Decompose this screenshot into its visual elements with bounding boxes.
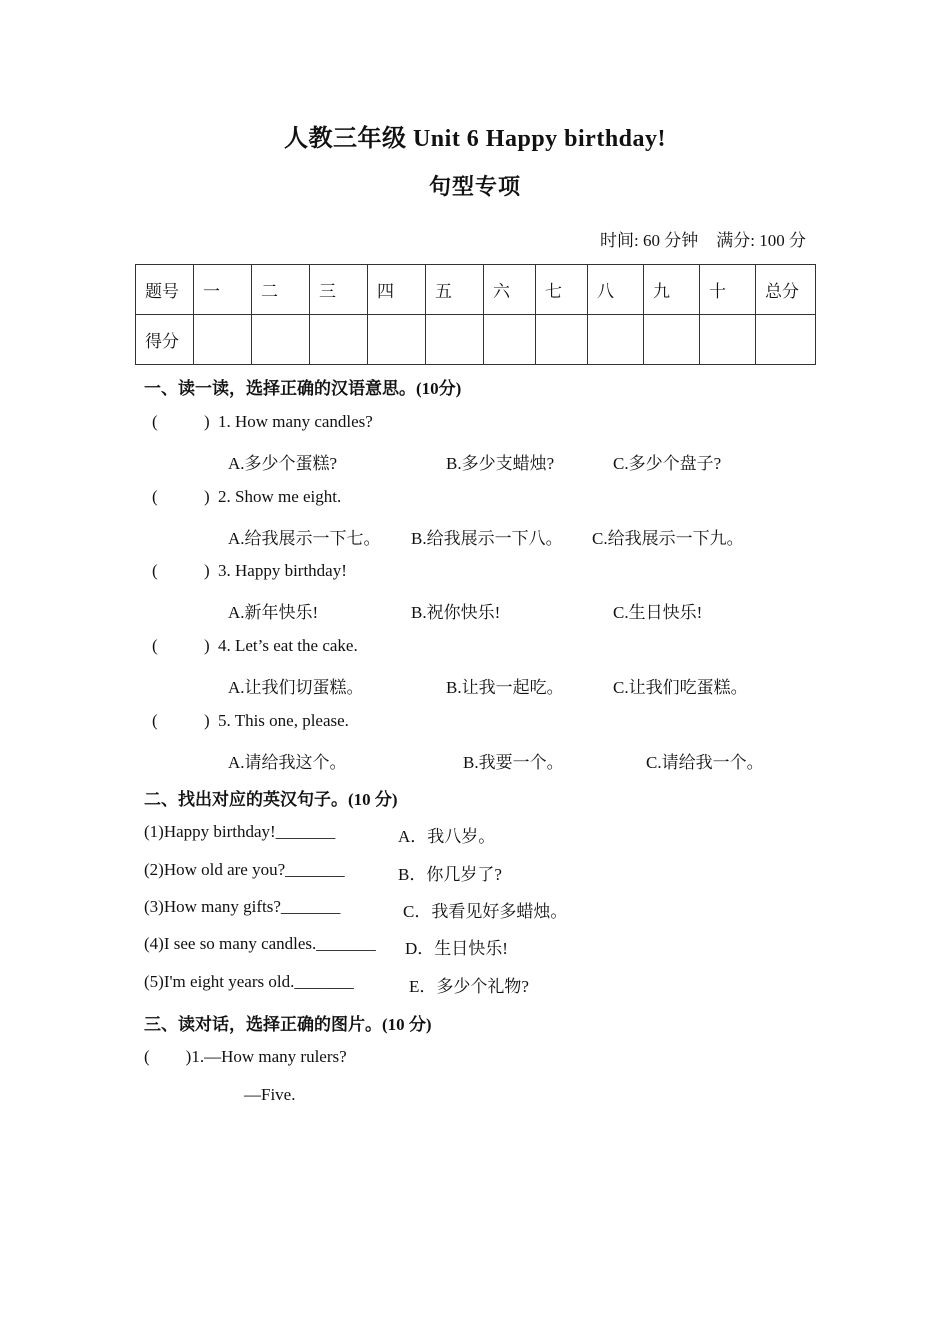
- page-subtitle: 句型专项: [428, 174, 521, 199]
- question-5: [152, 711, 349, 731]
- table-cell: 二: [252, 265, 310, 315]
- option-b: B.让我一起吃。: [446, 678, 564, 697]
- score-cell[interactable]: [194, 315, 252, 365]
- table-cell: 三: [310, 265, 368, 315]
- question-stem: 2. Show me eight.: [218, 487, 342, 506]
- answer-bracket[interactable]: ( ): [152, 487, 210, 506]
- question-stem: 1. How many candles?: [218, 412, 373, 431]
- question-2: [152, 487, 341, 507]
- table-cell: 题号: [136, 265, 194, 315]
- score-table-header-row: [136, 265, 816, 315]
- table-cell: 得分: [136, 315, 194, 365]
- score-cell[interactable]: [252, 315, 310, 365]
- match-chinese-d: D．生日快乐!: [405, 939, 508, 958]
- section-2-heading: 二、找出对应的英汉句子。(10 分): [144, 790, 398, 809]
- answer-bracket-open[interactable]: (: [144, 1047, 150, 1066]
- option-c: C.生日快乐!: [613, 603, 703, 622]
- answer-bracket[interactable]: ( ): [152, 561, 210, 580]
- score-cell[interactable]: [588, 315, 644, 365]
- option-b: B.多少支蜡烛?: [446, 454, 555, 473]
- option-b: B.我要一个。: [463, 753, 564, 772]
- question-3: [152, 561, 347, 581]
- time-limit: 时间: 60 分钟: [600, 231, 699, 250]
- option-b: B.祝你快乐!: [411, 603, 501, 622]
- option-c: C.多少个盘子?: [613, 454, 722, 473]
- question-stem: 3. Happy birthday!: [218, 561, 347, 580]
- match-english-1: (1)Happy birthday!_______: [144, 822, 336, 841]
- question-4: [152, 636, 358, 656]
- answer-bracket[interactable]: ( ): [152, 711, 210, 730]
- table-cell: 四: [368, 265, 426, 315]
- match-chinese-c: C．我看见好多蜡烛。: [403, 902, 568, 921]
- option-c: C.让我们吃蛋糕。: [613, 678, 748, 697]
- answer-bracket[interactable]: ( ): [152, 412, 210, 431]
- answer-bracket[interactable]: ( ): [152, 636, 210, 655]
- table-cell: 五: [426, 265, 484, 315]
- table-cell: 总分: [756, 265, 816, 315]
- match-chinese-a: A．我八岁。: [398, 827, 496, 846]
- question-stem: 4. Let’s eat the cake.: [218, 636, 358, 655]
- score-cell[interactable]: [484, 315, 536, 365]
- table-cell: 八: [588, 265, 644, 315]
- option-c: C.请给我一个。: [646, 753, 764, 772]
- section-1-heading: 一、读一读，选择正确的汉语意思。(10分): [144, 379, 462, 398]
- score-cell[interactable]: [644, 315, 700, 365]
- option-a: A.请给我这个。: [228, 753, 347, 772]
- option-a: A.给我展示一下七。: [228, 529, 381, 548]
- table-cell: 十: [700, 265, 756, 315]
- option-c: C.给我展示一下九。: [592, 529, 744, 548]
- full-score: 满分: 100 分: [716, 231, 806, 250]
- match-chinese-e: E．多少个礼物?: [409, 977, 529, 996]
- match-chinese-b: B．你几岁了?: [398, 865, 502, 884]
- question-1: [152, 412, 373, 432]
- score-cell[interactable]: [310, 315, 368, 365]
- table-cell: 六: [484, 265, 536, 315]
- option-a: A.新年快乐!: [228, 603, 319, 622]
- score-cell[interactable]: [368, 315, 426, 365]
- score-table: [135, 264, 816, 365]
- table-cell: 七: [536, 265, 588, 315]
- score-cell[interactable]: [700, 315, 756, 365]
- score-cell[interactable]: [756, 315, 816, 365]
- match-english-2: (2)How old are you?_______: [144, 860, 345, 879]
- score-table-score-row: [136, 315, 816, 365]
- option-a: A.多少个蛋糕?: [228, 454, 338, 473]
- match-english-5: (5)I'm eight years old._______: [144, 972, 354, 991]
- question-stem: 5. This one, please.: [218, 711, 349, 730]
- match-english-4: (4)I see so many candles._______: [144, 934, 376, 953]
- option-b: B.给我展示一下八。: [411, 529, 563, 548]
- score-cell[interactable]: [426, 315, 484, 365]
- score-cell[interactable]: [536, 315, 588, 365]
- table-cell: 九: [644, 265, 700, 315]
- match-english-3: (3)How many gifts?_______: [144, 897, 341, 916]
- table-cell: 一: [194, 265, 252, 315]
- dialogue-line-answer: —Five.: [244, 1085, 296, 1104]
- exam-info: [600, 226, 806, 251]
- section-3-heading: 三、读对话，选择正确的图片。(10 分): [144, 1015, 432, 1034]
- dialogue-line-question: )1.—How many rulers?: [185, 1047, 347, 1066]
- option-a: A.让我们切蛋糕。: [228, 678, 364, 697]
- page-title: 人教三年级 Unit 6 Happy birthday!: [283, 126, 667, 152]
- dialogue-question-1: [144, 1047, 347, 1067]
